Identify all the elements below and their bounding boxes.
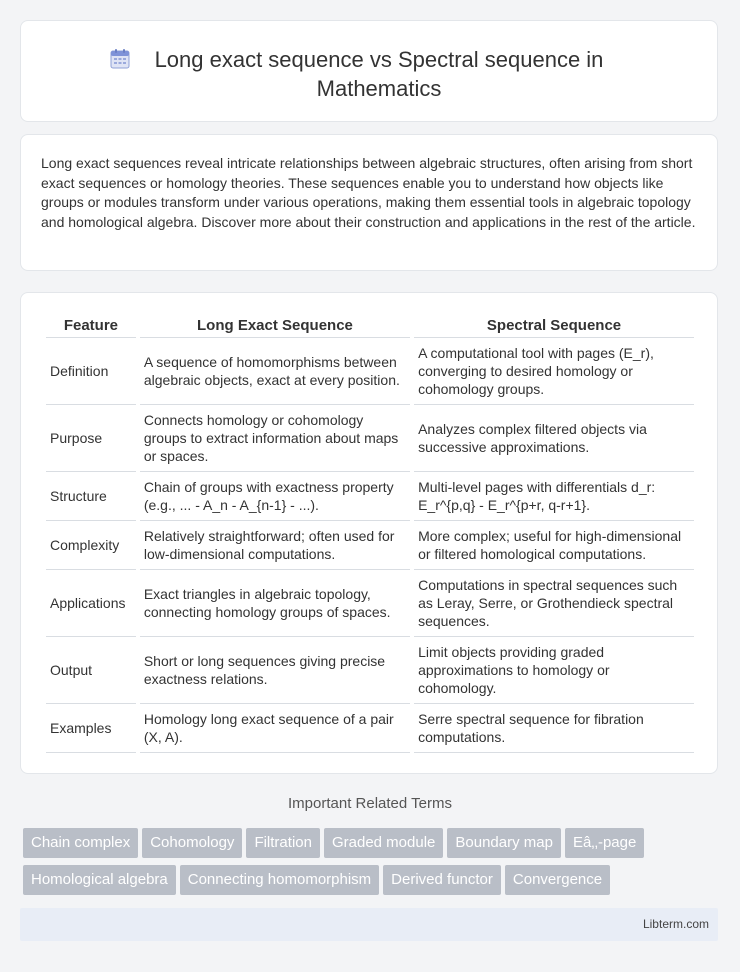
tag-chain-complex[interactable]: Chain complex	[23, 828, 138, 858]
row-long-exact: Exact triangles in algebraic topology, connecting homology groups of spaces.	[140, 570, 410, 637]
row-long-exact: Homology long exact sequence of a pair (X, A).	[140, 704, 410, 753]
tag-homological-algebra[interactable]: Homological algebra	[23, 865, 176, 895]
table-row	[46, 338, 694, 405]
table-row	[46, 570, 694, 637]
row-long-exact: Relatively straightforward; often used for low-dimensional computations.	[140, 521, 410, 570]
comparison-table	[42, 310, 698, 753]
tag-convergence[interactable]: Convergence	[505, 865, 610, 895]
footer-site-link[interactable]: Libterm.com	[642, 917, 709, 931]
related-terms-list	[23, 828, 723, 902]
page-title: Long exact sequence vs Spectral sequence in Mathematics	[154, 47, 604, 101]
tag-connecting-homomorphism[interactable]: Connecting homomorphism	[180, 865, 379, 895]
row-spectral: More complex; useful for high-dimensional or filtered homological computations.	[414, 521, 694, 570]
table-row	[46, 405, 694, 472]
row-long-exact: Connects homology or cohomology groups to extract information about maps or spaces.	[140, 405, 410, 472]
row-spectral: Limit objects providing graded approximations to homology or cohomology.	[414, 637, 694, 704]
row-spectral: Multi-level pages with differentials d_r: E_r^{p,q} - E_r^{p+r, q-r+1}.	[414, 472, 694, 521]
row-long-exact: Short or long sequences giving precise exactness relations.	[140, 637, 410, 704]
row-spectral: Analyzes complex filtered objects via successive approximations.	[414, 405, 694, 472]
row-feature: Purpose	[46, 405, 136, 472]
row-spectral: Computations in spectral sequences such as Leray, Serre, or Grothendieck spectral sequences.	[414, 570, 694, 637]
intro-text: Long exact sequences reveal intricate relationships between algebraic structures, often arising from short exact sequences or homology theories. These sequences enable you to understand how objects like groups or modules transform under various operations, making them essential tools in algebraic topology and homological algebra. Discover more about their construction and applications in the rest of the article.	[41, 155, 696, 230]
row-spectral: Serre spectral sequence for fibration computations.	[414, 704, 694, 753]
table-row	[46, 637, 694, 704]
row-feature: Definition	[46, 338, 136, 405]
table-row	[46, 472, 694, 521]
tag-cohomology[interactable]: Cohomology	[142, 828, 242, 858]
tag-derived-functor[interactable]: Derived functor	[383, 865, 501, 895]
header-spectral-sequence: Spectral Sequence	[414, 310, 694, 338]
tag-e2-page[interactable]: Eâ‚‚-page	[565, 828, 644, 858]
row-feature: Complexity	[46, 521, 136, 570]
tag-filtration[interactable]: Filtration	[246, 828, 320, 858]
related-terms-title: Important Related Terms	[288, 795, 452, 812]
footer	[20, 908, 718, 941]
intro-card	[20, 134, 718, 271]
header-feature: Feature	[46, 310, 136, 338]
row-feature: Applications	[46, 570, 136, 637]
row-feature: Structure	[46, 472, 136, 521]
row-long-exact: Chain of groups with exactness property (e.g., ... - A_n - A_{n-1} - ...).	[140, 472, 410, 521]
tag-boundary-map[interactable]: Boundary map	[447, 828, 561, 858]
row-feature: Examples	[46, 704, 136, 753]
table-row	[46, 521, 694, 570]
comparison-card	[20, 292, 718, 774]
header-card	[20, 20, 718, 122]
table-header-row	[46, 310, 694, 338]
table-row	[46, 704, 694, 753]
row-long-exact: A sequence of homomorphisms between algebraic objects, exact at every position.	[140, 338, 410, 405]
header-long-exact-sequence: Long Exact Sequence	[140, 310, 410, 338]
tag-graded-module[interactable]: Graded module	[324, 828, 443, 858]
row-spectral: A computational tool with pages (E_r), converging to desired homology or cohomology groups.	[414, 338, 694, 405]
row-feature: Output	[46, 637, 136, 704]
